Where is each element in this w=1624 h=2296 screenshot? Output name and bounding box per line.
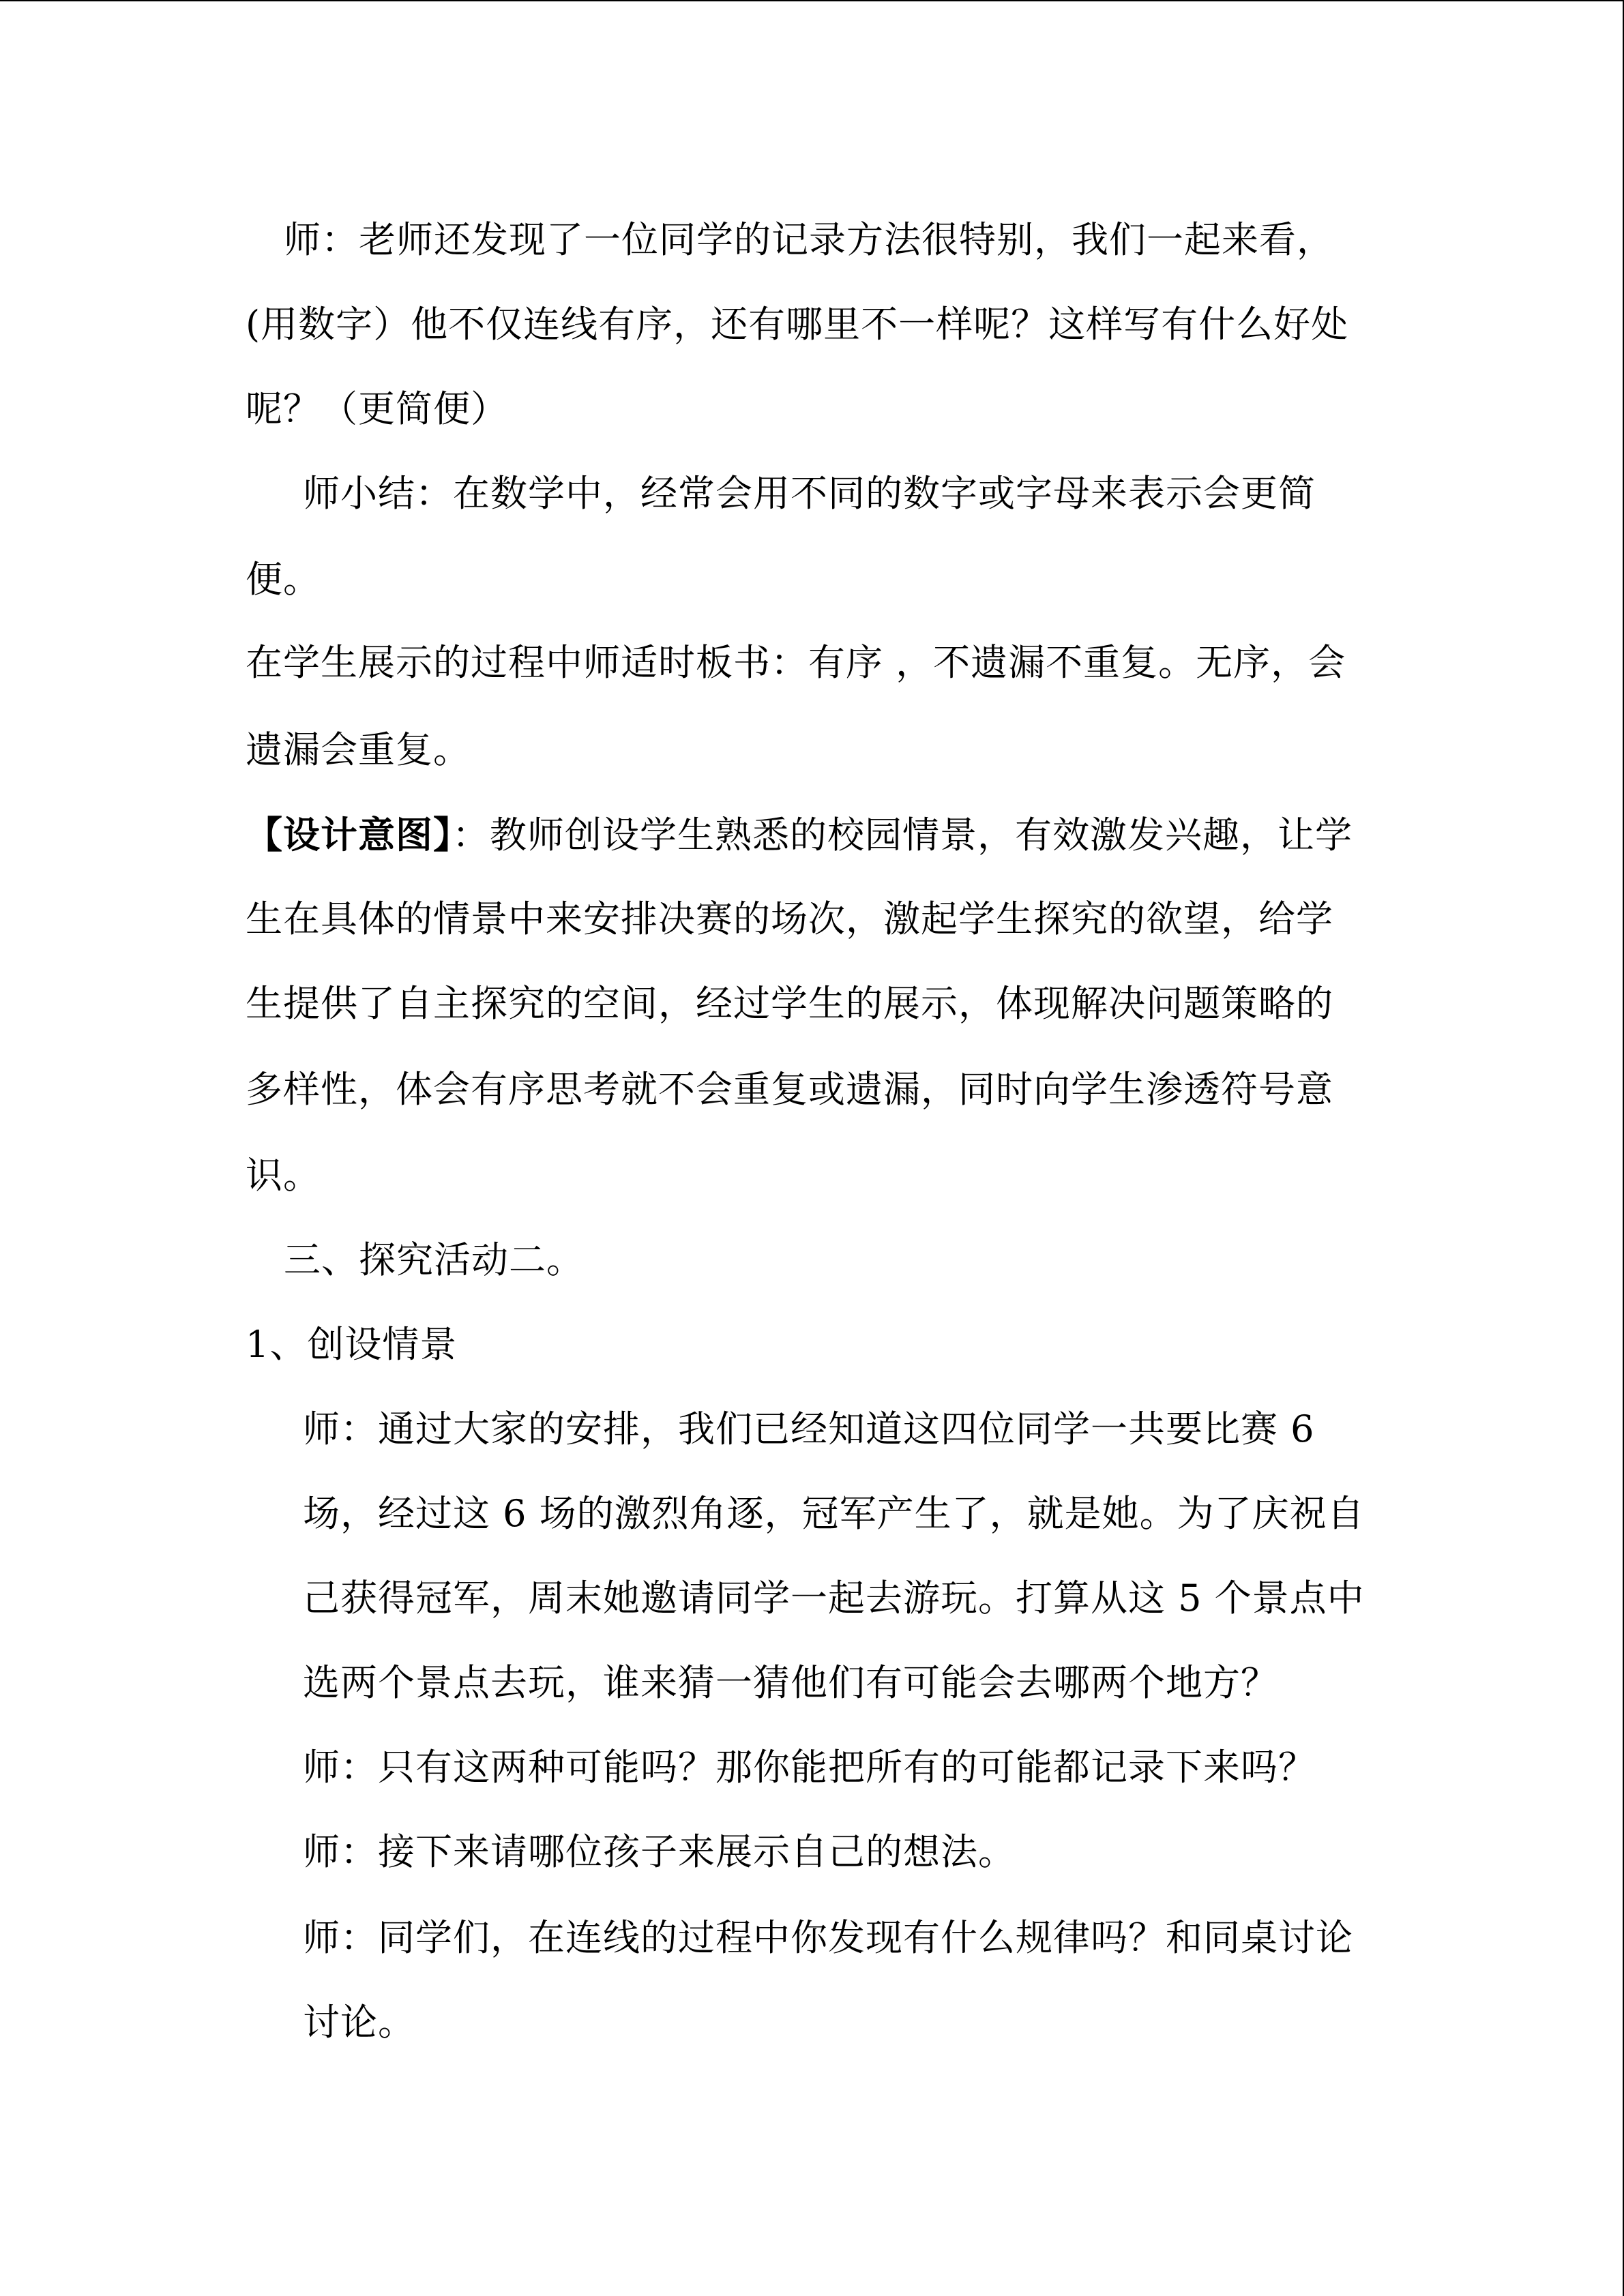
paragraph-line-2: (用数字）他不仅连线有序，还有哪里不一样呢？这样写有什么好处 [246, 303, 1349, 346]
activity-line-3: 己获得冠军，周末她邀请同学一起去游玩。打算从这 5 个景点中 [303, 1577, 1365, 1620]
board-note-line-1: 在学生展示的过程中师适时板书：有序 ，不遗漏不重复。无序，会 [246, 641, 1346, 684]
design-intent-label: 【设计意图】 [246, 813, 452, 856]
activity-line-6: 师：接下来请哪位孩子来展示自己的想法。 [303, 1830, 1016, 1873]
design-intent-line-5: 识。 [246, 1154, 321, 1197]
design-intent-line-1 [246, 813, 1353, 857]
activity-line-5: 师：只有这两种可能吗？那你能把所有的可能都记录下来吗？ [303, 1746, 1316, 1789]
design-intent-line-3: 生提供了自主探究的空间，经过学生的展示，体现解决问题策略的 [246, 982, 1333, 1025]
design-intent-line-2: 生在具体的情景中来安排决赛的场次，激起学生探究的欲望，给学 [246, 897, 1333, 940]
paragraph-line-3: 呢？（更简便） [246, 387, 508, 430]
summary-line-2: 便。 [246, 558, 321, 601]
activity-line-4: 选两个景点去玩，谁来猜一猜他们有可能会去哪两个地方？ [303, 1661, 1278, 1704]
paragraph-line-1: 师：老师还发现了一位同学的记录方法很特别，我们一起来看， [284, 218, 1334, 261]
activity-line-2: 场，经过这 6 场的激烈角逐，冠军产生了，就是她。为了庆祝自 [303, 1492, 1365, 1535]
activity-line-7: 师：同学们，在连线的过程中你发现有什么规律吗？和同桌讨论 [303, 1916, 1353, 1959]
design-intent-line-4: 多样性，体会有序思考就不会重复或遗漏，同时向学生渗透符号意 [246, 1068, 1333, 1111]
activity-line-8: 讨论。 [303, 2001, 415, 2044]
board-note-line-2: 遗漏会重复。 [246, 728, 471, 771]
summary-line-1: 师小结：在数学中，经常会用不同的数字或字母来表示会更简 [303, 472, 1316, 515]
activity-line-1: 师：通过大家的安排，我们已经知道这四位同学一共要比赛 6 [303, 1407, 1315, 1450]
design-intent-text: ：教师创设学生熟悉的校园情景，有效激发兴趣，让学 [452, 814, 1353, 856]
section-heading: 三、探究活动二。 [284, 1238, 584, 1281]
subsection-heading: 1、创设情景 [246, 1323, 458, 1366]
